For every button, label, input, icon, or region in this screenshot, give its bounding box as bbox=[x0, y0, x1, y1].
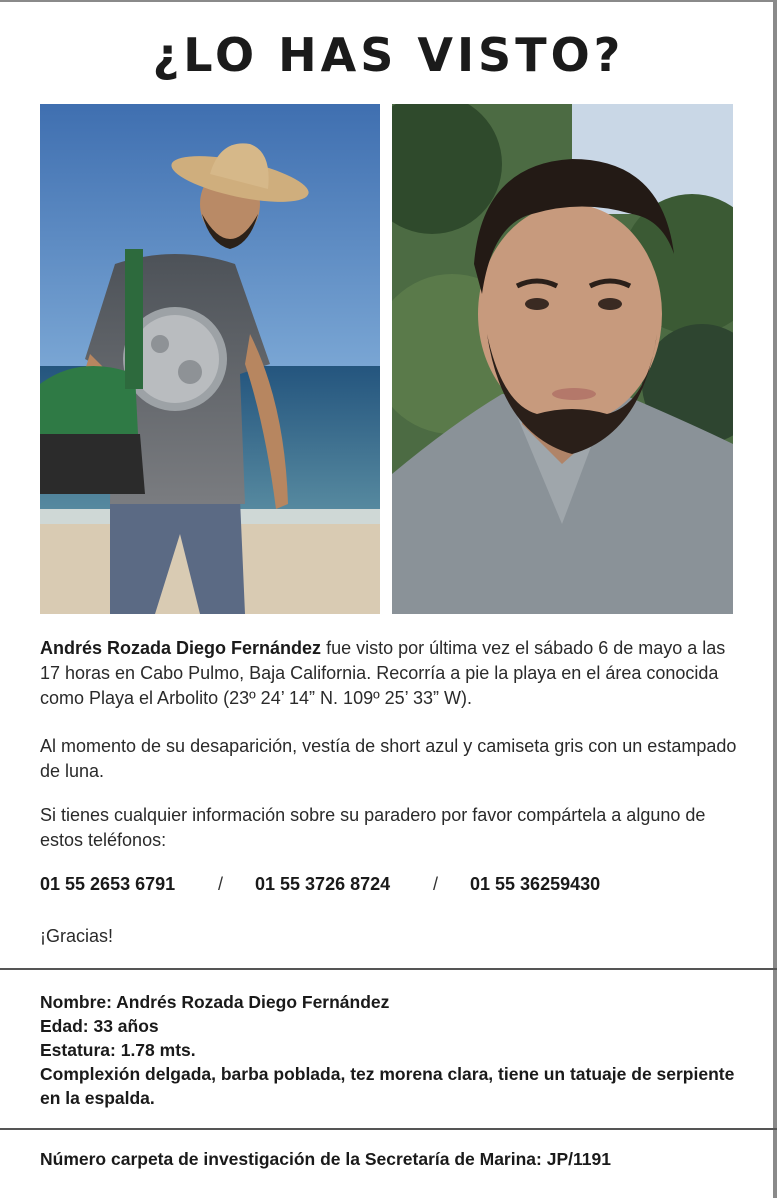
description-paragraph-contact: Si tienes cualquier información sobre su paradero por favor compártela a alguno de estos teléfonos: bbox=[40, 805, 706, 850]
detail-name: Nombre: Andrés Rozada Diego Fernández bbox=[40, 992, 390, 1012]
phone-number-3[interactable]: 01 55 36259430 bbox=[470, 874, 601, 894]
phone-number-1[interactable]: 01 55 2653 6791 bbox=[40, 874, 176, 894]
description-paragraph-last-seen bbox=[40, 636, 740, 711]
detail-description: Complexión delgada, barba poblada, tez morena clara, tiene un tatuaje de serpiente en la espalda. bbox=[40, 1064, 735, 1108]
phone-separator: / bbox=[433, 874, 439, 894]
photo-beach-hat bbox=[40, 104, 380, 614]
page-title: ¿LO HAS VISTO? bbox=[152, 28, 625, 82]
description-paragraph-clothing: Al momento de su desaparición, vestía de short azul y camiseta gris con un estampado de luna. bbox=[40, 736, 737, 781]
detail-age: Edad: 33 años bbox=[40, 1016, 159, 1036]
phone-number-2[interactable]: 01 55 3726 8724 bbox=[255, 874, 391, 894]
detail-height: Estatura: 1.78 mts. bbox=[40, 1040, 196, 1060]
missing-person-name: Andrés Rozada Diego Fernández bbox=[40, 638, 322, 658]
divider bbox=[0, 968, 777, 970]
divider bbox=[0, 1128, 777, 1130]
details-block bbox=[40, 990, 740, 1110]
thanks-text: ¡Gracias! bbox=[40, 926, 114, 946]
photo-portrait bbox=[392, 104, 733, 614]
last-seen-text: fue visto por última vez el sábado 6 de mayo a las 17 horas en Cabo Pulmo, Baja California. Recorría a pie la playa en el área conocida como Playa el Arbolito (23º 24’ 14” N. 109º 25’ 33” W). bbox=[40, 638, 726, 708]
phone-separator: / bbox=[218, 874, 224, 894]
investigation-file-number: Número carpeta de investigación de la Secretaría de Marina: JP/1191 bbox=[40, 1149, 611, 1169]
